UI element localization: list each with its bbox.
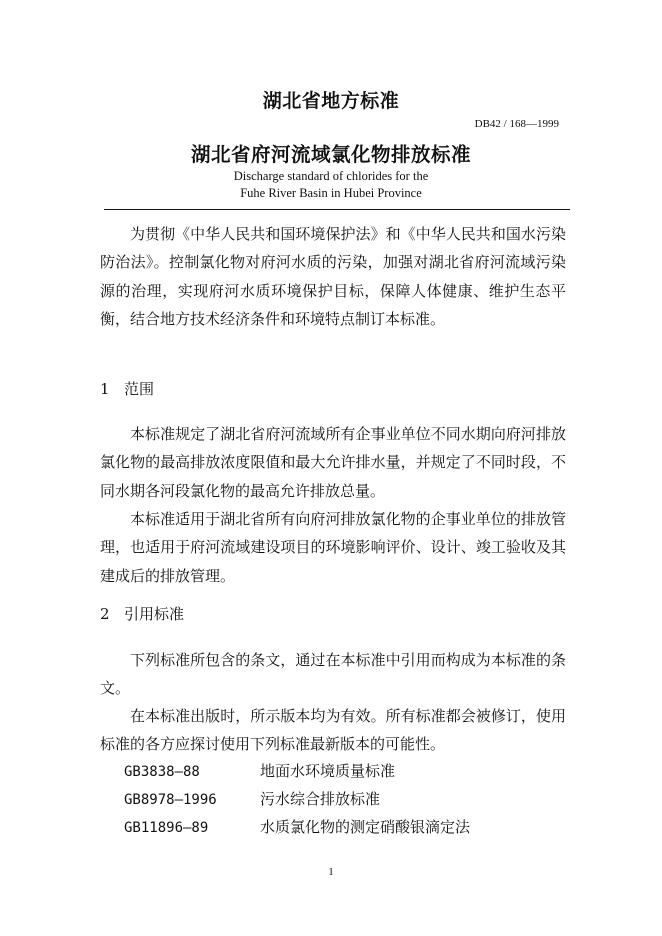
reference-row (124, 787, 380, 812)
reference-code: GB8978—1996 (124, 792, 217, 808)
section1-number: 1 (100, 380, 110, 398)
intro-paragraph: 为贯彻《中华人民共和国环境保护法》和《中华人民共和国水污染防治法》。控制氯化物对府河水质的污染，加强对湖北省府河流域污染源的治理，实现府河水质环境保护目标，保障人体健康、维护生态平衡，结合地方技术经济条件和环境特点制订本标准。 (100, 225, 566, 329)
reference-name: 水质氯化物的测定硝酸银滴定法 (260, 818, 471, 836)
section2-paragraph1: 下列标准所包含的条文，通过在本标准中引用而构成为本标准的条文。 (100, 651, 566, 698)
standard-code: DB42 / 168—1999 (474, 118, 559, 130)
reference-name: 地面水环境质量标准 (260, 762, 396, 780)
reference-code: GB11896—89 (124, 820, 209, 836)
reference-row (124, 759, 395, 784)
section2-paragraph2: 在本标准出版时，所示版本均为有效。所有标准都会被修订，使用标准的各方应探讨使用下列标准最新版本的可能性。 (100, 707, 566, 754)
english-title-line1: Discharge standard of chlorides for the (233, 169, 429, 183)
english-title-line2: Fuhe River Basin in Hubei Province (240, 186, 422, 200)
section2-number: 2 (100, 605, 110, 623)
section1-heading (100, 377, 154, 401)
section2-heading (100, 602, 184, 626)
organization-title: 湖北省地方标准 (262, 90, 400, 112)
section1-paragraph1: 本标准规定了湖北省府河流域所有企事业单位不同水期向府河排放氯化物的最高排放浓度限值和最大允许排水量，并规定了不同时段，不同水期各河段氯化物的最高允许排放总量。 (100, 425, 566, 500)
english-title (0, 168, 662, 202)
page-number: 1 (328, 866, 334, 878)
section2-title: 引用标准 (124, 605, 185, 623)
header-divider (104, 209, 570, 210)
reference-name: 污水综合排放标准 (260, 790, 381, 808)
main-title: 湖北省府河流域氯化物排放标准 (190, 143, 471, 166)
reference-row (124, 815, 470, 840)
section1-paragraph2: 本标准适用于湖北省所有向府河排放氯化物的企事业单位的排放管理，也适用于府河流域建设项目的环境影响评价、设计、竣工验收及其建成后的排放管理。 (100, 510, 566, 585)
section1-title: 范围 (124, 380, 155, 398)
reference-code: GB3838—88 (124, 764, 200, 780)
